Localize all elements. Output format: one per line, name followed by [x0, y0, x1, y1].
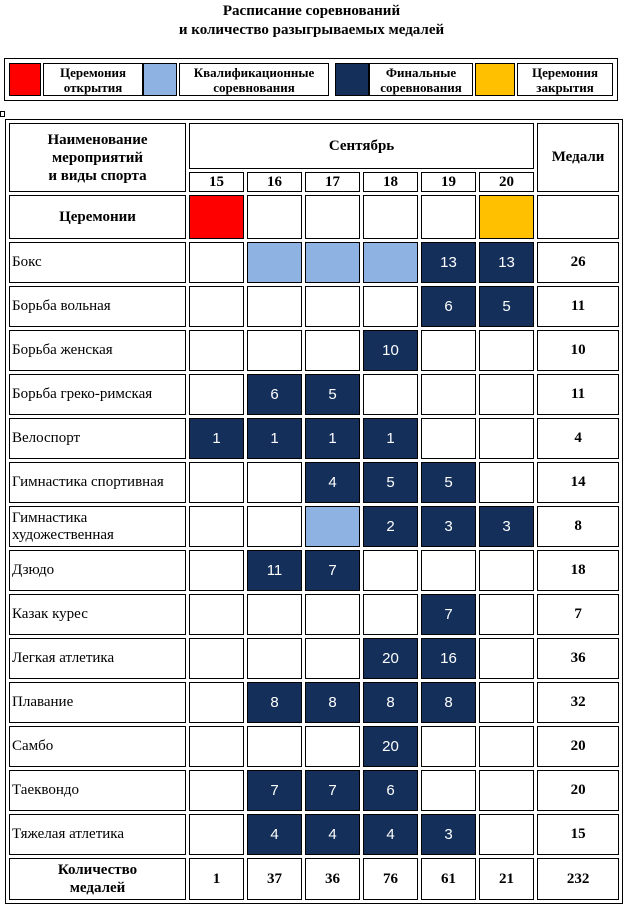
- final-medal-count: 7: [305, 550, 360, 591]
- header-day-16: 16: [247, 172, 302, 192]
- final-medal-count: 3: [479, 506, 534, 547]
- schedule-cell-empty: [479, 418, 534, 459]
- sport-medal-total: 7: [537, 594, 619, 635]
- final-medal-count: 8: [363, 682, 418, 723]
- day-medal-total: 36: [305, 858, 360, 900]
- legend-swatch-closing: [475, 63, 515, 96]
- schedule-cell-empty: [479, 770, 534, 811]
- sport-name: Борьба вольная: [9, 286, 186, 327]
- final-medal-count: 2: [363, 506, 418, 547]
- sport-name: Гимнастика спортивная: [9, 462, 186, 503]
- schedule-cell-empty: [189, 506, 244, 547]
- final-medal-count: 13: [421, 242, 476, 283]
- header-day-17: 17: [305, 172, 360, 192]
- final-medal-count: 6: [247, 374, 302, 415]
- final-medal-count: 5: [421, 462, 476, 503]
- final-medal-count: 10: [363, 330, 418, 371]
- ceremonies-label: Церемонии: [9, 195, 186, 239]
- title-line-1: Расписание соревнований: [222, 3, 401, 19]
- totals-row: [9, 858, 619, 900]
- schedule-cell-empty: [247, 195, 302, 239]
- final-medal-count: 4: [305, 462, 360, 503]
- schedule-cell-empty: [189, 770, 244, 811]
- schedule-cell-empty: [247, 286, 302, 327]
- legend-swatch-qualification: [143, 63, 177, 96]
- legend-swatch-final: [335, 63, 369, 96]
- legend-label-final: Финальные соревнования: [369, 63, 473, 96]
- schedule-cell-empty: [421, 770, 476, 811]
- schedule-cell-empty: [247, 638, 302, 679]
- qualification-cell: [247, 242, 302, 283]
- schedule-cell-empty: [189, 550, 244, 591]
- header-day-18: 18: [363, 172, 418, 192]
- sport-medal-total: 20: [537, 726, 619, 767]
- sport-name: Борьба греко-римская: [9, 374, 186, 415]
- schedule-cell-empty: [247, 506, 302, 547]
- final-medal-count: 5: [363, 462, 418, 503]
- sport-medal-total: 8: [537, 506, 619, 547]
- totals-label: Количество медалей: [9, 858, 186, 900]
- day-medal-total: 21: [479, 858, 534, 900]
- schedule-cell-empty: [363, 195, 418, 239]
- table-row: [9, 814, 619, 855]
- table-row: [9, 770, 619, 811]
- sport-name: Гимнастика художественная: [9, 506, 186, 547]
- legend-swatch-opening: [9, 63, 41, 96]
- schedule-cell-empty: [305, 726, 360, 767]
- sport-name: Дзюдо: [9, 550, 186, 591]
- grand-total: 232: [537, 858, 619, 900]
- sport-name: Тяжелая атлетика: [9, 814, 186, 855]
- header-day-19: 19: [421, 172, 476, 192]
- final-medal-count: 6: [421, 286, 476, 327]
- schedule-cell-empty: [363, 374, 418, 415]
- schedule-cell-empty: [305, 195, 360, 239]
- table-row: [9, 638, 619, 679]
- header-month: Сентябрь: [189, 123, 534, 169]
- sport-medal-total: 26: [537, 242, 619, 283]
- schedule-cell-empty: [247, 594, 302, 635]
- schedule-cell-empty: [421, 195, 476, 239]
- sport-name: Борьба женская: [9, 330, 186, 371]
- table-row: [9, 594, 619, 635]
- final-medal-count: 1: [305, 418, 360, 459]
- closing-ceremony-cell: [479, 195, 534, 239]
- header-day-20: 20: [479, 172, 534, 192]
- schedule-cell-empty: [479, 550, 534, 591]
- schedule-cell-empty: [189, 594, 244, 635]
- day-medal-total: 76: [363, 858, 418, 900]
- sport-medal-total: 11: [537, 374, 619, 415]
- sport-name: Таеквондо: [9, 770, 186, 811]
- schedule-cell-empty: [189, 638, 244, 679]
- sport-name: Легкая атлетика: [9, 638, 186, 679]
- final-medal-count: 8: [305, 682, 360, 723]
- table-row: [9, 550, 619, 591]
- schedule-cell-empty: [421, 418, 476, 459]
- final-medal-count: 7: [305, 770, 360, 811]
- header-day-15: 15: [189, 172, 244, 192]
- table-row: [9, 330, 619, 371]
- sport-medal-total: 32: [537, 682, 619, 723]
- sport-medal-total: 11: [537, 286, 619, 327]
- table-row: [9, 374, 619, 415]
- schedule-cell-empty: [189, 814, 244, 855]
- table-row: [9, 286, 619, 327]
- qualification-cell: [305, 506, 360, 547]
- page-title: [0, 2, 623, 40]
- final-medal-count: 4: [247, 814, 302, 855]
- schedule-cell-empty: [363, 594, 418, 635]
- ceremonies-row: [9, 195, 619, 239]
- final-medal-count: 13: [479, 242, 534, 283]
- table-row: [9, 242, 619, 283]
- schedule-cell-empty: [189, 462, 244, 503]
- final-medal-count: 3: [421, 506, 476, 547]
- final-medal-count: 5: [479, 286, 534, 327]
- opening-ceremony-cell: [189, 195, 244, 239]
- sport-medal-total: 14: [537, 462, 619, 503]
- day-medal-total: 37: [247, 858, 302, 900]
- schedule-cell-empty: [305, 594, 360, 635]
- schedule-cell-empty: [479, 374, 534, 415]
- schedule-cell-empty: [479, 726, 534, 767]
- final-medal-count: 6: [363, 770, 418, 811]
- qualification-cell: [305, 242, 360, 283]
- final-medal-count: 4: [305, 814, 360, 855]
- qualification-cell: [363, 242, 418, 283]
- schedule-cell-empty: [363, 550, 418, 591]
- title-line-2: и количество разыгрываемых медалей: [178, 22, 445, 38]
- schedule-cell-empty: [479, 682, 534, 723]
- final-medal-count: 1: [247, 418, 302, 459]
- schedule-cell-empty: [421, 330, 476, 371]
- schedule-cell-empty: [479, 330, 534, 371]
- schedule-cell-empty: [189, 726, 244, 767]
- table-row: [9, 726, 619, 767]
- sport-medal-total: 4: [537, 418, 619, 459]
- schedule-cell-empty: [421, 726, 476, 767]
- schedule-cell-empty: [189, 330, 244, 371]
- final-medal-count: 1: [189, 418, 244, 459]
- final-medal-count: 8: [421, 682, 476, 723]
- final-medal-count: 7: [421, 594, 476, 635]
- sport-name: Самбо: [9, 726, 186, 767]
- final-medal-count: 7: [247, 770, 302, 811]
- schedule-cell-empty: [247, 726, 302, 767]
- schedule-cell-empty: [479, 462, 534, 503]
- schedule-cell-empty: [479, 638, 534, 679]
- legend-label-qualification: Квалификационные соревнования: [179, 63, 329, 96]
- final-medal-count: 1: [363, 418, 418, 459]
- legend: [4, 58, 618, 101]
- schedule-table: [5, 119, 623, 904]
- schedule-cell-empty: [305, 286, 360, 327]
- sport-name: Казак курес: [9, 594, 186, 635]
- sport-medal-total: 10: [537, 330, 619, 371]
- final-medal-count: 5: [305, 374, 360, 415]
- day-medal-total: 1: [189, 858, 244, 900]
- sport-medal-total: 18: [537, 550, 619, 591]
- table-row: [9, 682, 619, 723]
- schedule-cell-empty: [189, 242, 244, 283]
- schedule-cell-empty: [189, 286, 244, 327]
- legend-label-closing: Церемония закрытия: [517, 63, 613, 96]
- legend-label-opening: Церемония открытия: [43, 63, 143, 96]
- schedule-cell-empty: [305, 638, 360, 679]
- table-anchor-mark: [0, 111, 5, 117]
- sport-name: Велоспорт: [9, 418, 186, 459]
- header-medals: Медали: [537, 123, 619, 192]
- schedule-cell-empty: [421, 374, 476, 415]
- final-medal-count: 8: [247, 682, 302, 723]
- header-name-cell: Наименование мероприятий и виды спорта: [9, 123, 186, 192]
- ceremonies-medals-cell: [537, 195, 619, 239]
- schedule-cell-empty: [479, 594, 534, 635]
- schedule-cell-empty: [189, 682, 244, 723]
- schedule-cell-empty: [247, 462, 302, 503]
- sport-name: Бокс: [9, 242, 186, 283]
- schedule-cell-empty: [421, 550, 476, 591]
- table-row: [9, 462, 619, 503]
- table-row: [9, 418, 619, 459]
- day-medal-total: 61: [421, 858, 476, 900]
- schedule-cell-empty: [189, 374, 244, 415]
- sport-medal-total: 20: [537, 770, 619, 811]
- sport-medal-total: 36: [537, 638, 619, 679]
- schedule-cell-empty: [247, 330, 302, 371]
- schedule-cell-empty: [479, 814, 534, 855]
- final-medal-count: 16: [421, 638, 476, 679]
- final-medal-count: 3: [421, 814, 476, 855]
- table-row: [9, 506, 619, 547]
- schedule-cell-empty: [305, 330, 360, 371]
- final-medal-count: 20: [363, 726, 418, 767]
- final-medal-count: 4: [363, 814, 418, 855]
- final-medal-count: 20: [363, 638, 418, 679]
- schedule-cell-empty: [363, 286, 418, 327]
- sport-medal-total: 15: [537, 814, 619, 855]
- sport-name: Плавание: [9, 682, 186, 723]
- final-medal-count: 11: [247, 550, 302, 591]
